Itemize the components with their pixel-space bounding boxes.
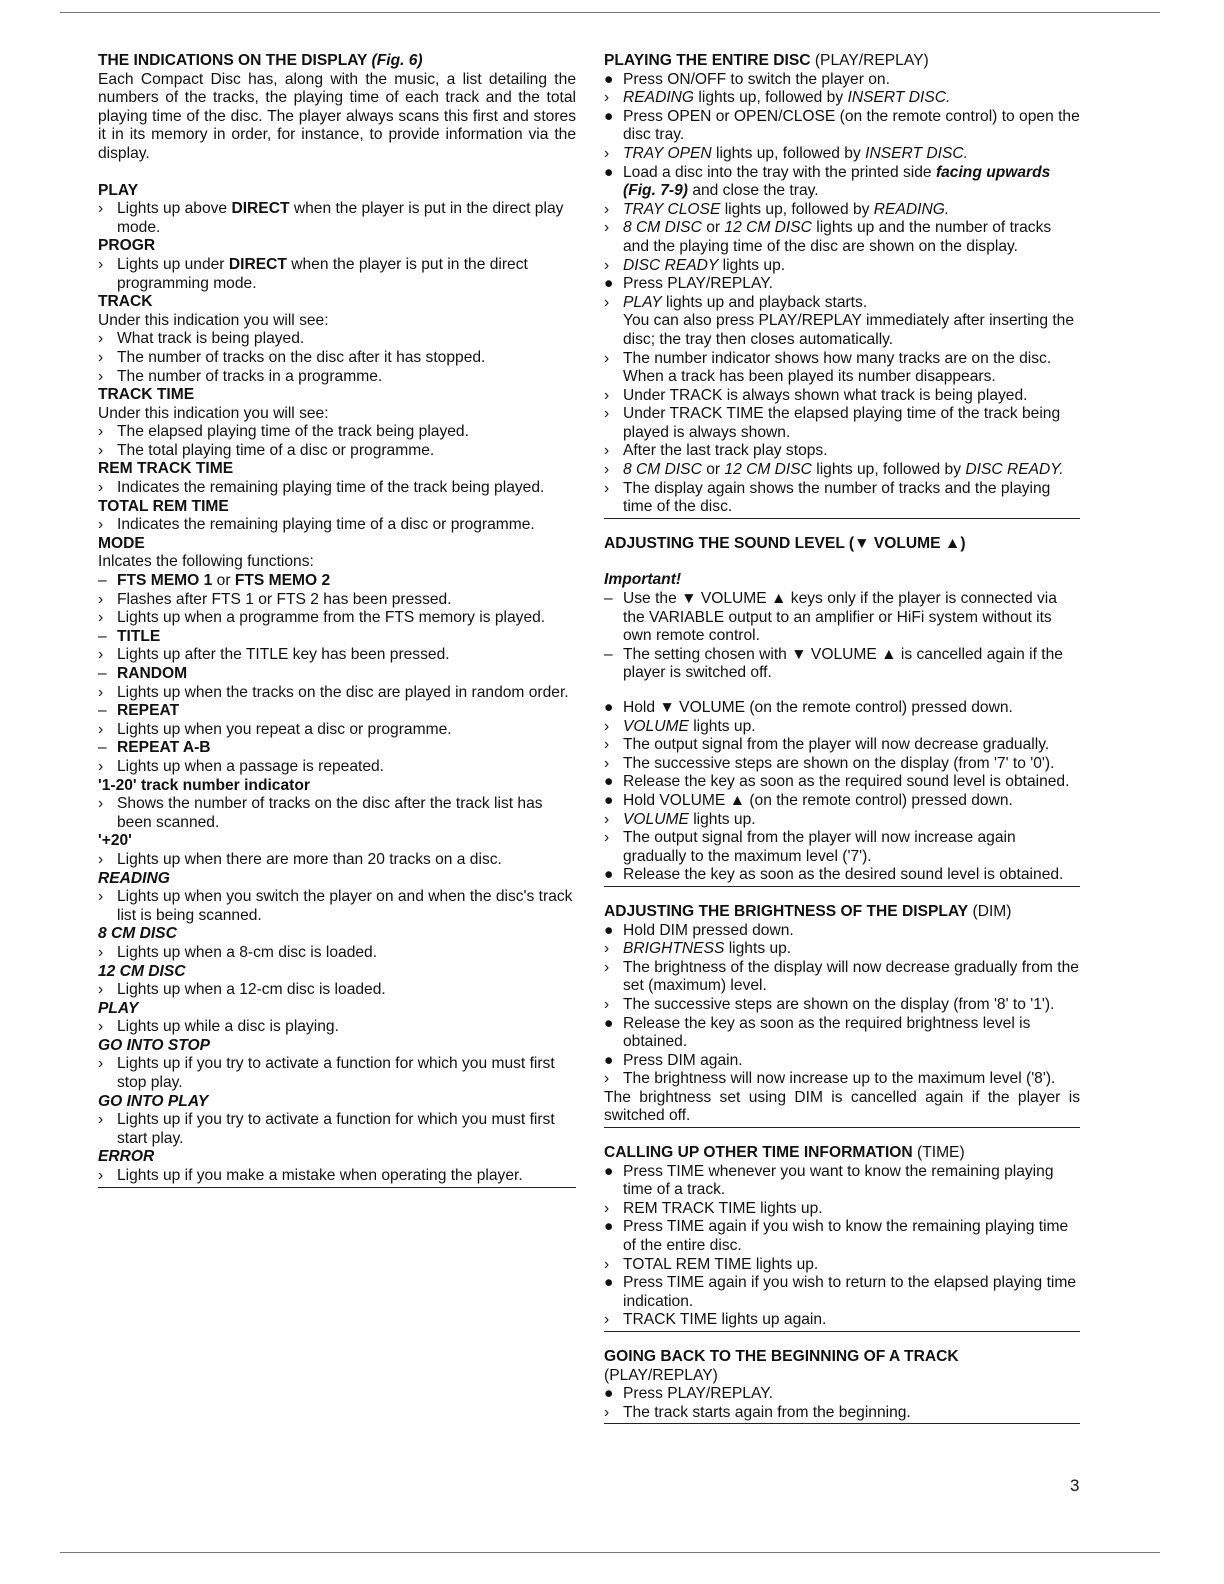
list-item: ● Press ON/OFF to switch the player on.	[604, 70, 890, 88]
list-item: ● Hold DIM pressed down.	[604, 921, 794, 939]
list-item: › The successive steps are shown on the display (from '7' to '0').	[604, 754, 1055, 772]
dim-note: The brightness set using DIM is cancelled again if the player is switched off.	[604, 1088, 1080, 1125]
label-play-italic: PLAY	[98, 999, 139, 1017]
section-sound-level	[604, 535, 1080, 887]
figure-ref: (Fig. 6)	[371, 52, 423, 69]
list-item: › Lights up when the tracks on the disc are played in random order.	[98, 683, 569, 701]
label-reading: READING	[98, 869, 170, 887]
section-time-info	[604, 1144, 1080, 1332]
list-item: › REM TRACK TIME lights up.	[604, 1199, 823, 1217]
label-go-into-play: GO INTO PLAY	[98, 1092, 209, 1110]
list-item: › Lights up if you try to activate a function for which you must first stop play.	[98, 1055, 555, 1092]
label-play: PLAY	[98, 181, 139, 199]
section-back-to-beginning	[604, 1348, 1080, 1424]
list-item: ● Press OPEN or OPEN/CLOSE (on the remote control) to open the disc tray.	[604, 107, 1080, 144]
sub-label-title: – TITLE	[98, 627, 161, 645]
list-item: › TRAY CLOSE lights up, followed by READING.	[604, 200, 950, 218]
list-item: ● Hold ▼ VOLUME (on the remote control) pressed down.	[604, 699, 1013, 716]
list-item: › The total playing time of a disc or programme.	[98, 441, 435, 459]
track-time-intro: Under this indication you will see:	[98, 404, 329, 422]
list-item: › The brightness of the display will now decrease gradually from the set (maximum) level.	[604, 958, 1079, 995]
list-item: › Lights up under DIRECT when the player is put in the direct programming mode.	[98, 255, 528, 292]
list-item: ● Press TIME whenever you want to know the remaining playing time of a track.	[604, 1162, 1054, 1199]
list-item: › TRAY OPEN lights up, followed by INSERT DISC.	[604, 144, 968, 162]
list-item: › Lights up when a passage is repeated.	[98, 757, 385, 775]
list-item: › Lights up after the TITLE key has been pressed.	[98, 646, 450, 664]
list-item: › Lights up while a disc is playing.	[98, 1018, 339, 1036]
sub-label-random: – RANDOM	[98, 665, 188, 682]
list-item: › BRIGHTNESS lights up.	[604, 940, 792, 958]
left-column	[98, 52, 576, 1204]
scan-edge-top	[60, 12, 1160, 13]
list-item: › Lights up if you make a mistake when operating the player.	[98, 1167, 523, 1185]
list-item: › The number indicator shows how many tracks are on the disc. When a track has been played its number disappears.	[604, 349, 1052, 386]
list-item: › PLAY lights up and playback starts.	[604, 293, 868, 311]
list-item: › Lights up when a 8-cm disc is loaded.	[98, 943, 378, 961]
list-item: › The number of tracks on the disc after it has stopped.	[98, 348, 486, 366]
list-item: › TRACK TIME lights up again.	[604, 1311, 827, 1329]
label-go-into-stop: GO INTO STOP	[98, 1036, 211, 1054]
list-item: › Lights up when a 12-cm disc is loaded.	[98, 981, 386, 999]
list-item: ● Hold VOLUME ▲ (on the remote control) pressed down.	[604, 791, 1013, 809]
list-item: › VOLUME lights up.	[604, 717, 756, 735]
list-item: › 8 CM DISC or 12 CM DISC lights up and the number of tracks and the playing time of the disc are shown on the display.	[604, 219, 1052, 255]
label-progr: PROGR	[98, 237, 156, 255]
list-item: › Lights up if you try to activate a function for which you must first start play.	[98, 1111, 555, 1147]
list-item: › Indicates the remaining playing time of a disc or programme.	[98, 516, 535, 534]
label-8cm-disc: 8 CM DISC	[98, 925, 177, 943]
sub-label-repeat: – REPEAT	[98, 702, 180, 720]
sub-label-fts: – FTS MEMO 1 or FTS MEMO 2	[98, 572, 331, 590]
heading-text: THE INDICATIONS ON THE DISPLAY	[98, 52, 368, 69]
list-item: – The setting chosen with ▼ VOLUME ▲ is cancelled again if the player is switched off.	[604, 645, 1063, 682]
list-item: › The number of tracks in a programme.	[98, 367, 383, 385]
mode-intro: Inlcates the following functions:	[98, 553, 314, 571]
list-item: › Lights up when you switch the player on and when the disc's track list is being scanned.	[98, 888, 573, 924]
list-item: ● Press PLAY/REPLAY.	[604, 275, 773, 293]
list-item: › The display again shows the number of tracks and the playing time of the disc.	[604, 479, 1051, 516]
section-playing-entire-disc	[604, 52, 1080, 519]
label-12cm-disc: 12 CM DISC	[98, 962, 186, 980]
label-track: TRACK	[98, 293, 153, 311]
list-item: › READING lights up, followed by INSERT DISC.	[604, 89, 951, 107]
list-item: › Indicates the remaining playing time of the track being played.	[98, 479, 545, 497]
section-heading: ADJUSTING THE SOUND LEVEL (▼ VOLUME ▲)	[604, 534, 966, 552]
section-heading: GOING BACK TO THE BEGINNING OF A TRACK	[604, 1348, 959, 1365]
section-heading: ADJUSTING THE BRIGHTNESS OF THE DISPLAY (DIM)	[604, 902, 1012, 920]
list-item: › After the last track play stops.	[604, 442, 828, 460]
list-item: › The brightness will now increase up to the maximum level ('8').	[604, 1070, 1056, 1088]
section-heading	[98, 52, 576, 71]
sub-label-repeat-ab: – REPEAT A-B	[98, 739, 211, 757]
list-item: › VOLUME lights up.	[604, 810, 756, 828]
section-display-brightness	[604, 903, 1080, 1128]
intro-paragraph: Each Compact Disc has, along with the music, a list detailing the numbers of the tracks, the playing time of each track and the total playing time of the disc. The player always scans this first and stores it in its memory in order, for instance, to provide information via the display.	[98, 70, 576, 162]
list-item: ● Release the key as soon as the required sound level is obtained.	[604, 773, 1070, 791]
list-item: › Under TRACK TIME the elapsed playing time of the track being played is always shown.	[604, 405, 1061, 441]
list-item: › The track starts again from the beginning.	[604, 1403, 911, 1421]
label-plus-20: '+20'	[98, 832, 132, 850]
label-track-number-indicator: '1-20' track number indicator	[98, 776, 310, 794]
list-item: › Lights up when a programme from the FTS memory is played.	[98, 609, 546, 627]
list-item: ● Press PLAY/REPLAY.	[604, 1385, 773, 1403]
list-item: › Shows the number of tracks on the disc after the track list has been scanned.	[98, 795, 543, 831]
list-item: › The elapsed playing time of the track being played.	[98, 423, 469, 441]
important-label: Important!	[604, 571, 682, 589]
list-item: ● Load a disc into the tray with the printed side facing upwards (Fig. 7-9) and close the tray.	[604, 163, 1051, 200]
list-item: ● Press TIME again if you wish to know the remaining playing time of the entire disc.	[604, 1218, 1069, 1255]
list-item: › The output signal from the player will now increase again gradually to the maximum level ('7').	[604, 829, 1016, 865]
list-item: – Use the ▼ VOLUME ▲ keys only if the player is connected via the VARIABLE output to an amplifier or HiFi system without its own remote control.	[604, 590, 1057, 645]
list-item: › Lights up above DIRECT when the player is put in the direct play mode.	[98, 200, 564, 236]
list-item: ● Press DIM again.	[604, 1051, 743, 1069]
right-column	[604, 52, 1080, 1440]
list-item: › Lights up when there are more than 20 tracks on a disc.	[98, 850, 502, 868]
label-track-time: TRACK TIME	[98, 386, 195, 404]
section-display-indications	[98, 52, 576, 1188]
page-number: 3	[1070, 1476, 1080, 1495]
label-mode: MODE	[98, 534, 145, 552]
list-item: ● Release the key as soon as the desired sound level is obtained.	[604, 866, 1064, 884]
track-intro: Under this indication you will see:	[98, 311, 329, 329]
list-item: › Flashes after FTS 1 or FTS 2 has been pressed.	[98, 590, 452, 608]
section-heading: CALLING UP OTHER TIME INFORMATION (TIME)	[604, 1144, 965, 1162]
list-item: › What track is being played.	[98, 330, 305, 348]
list-item: › TOTAL REM TIME lights up.	[604, 1255, 819, 1273]
list-item: › The successive steps are shown on the display (from '8' to '1').	[604, 995, 1055, 1013]
list-item: › 8 CM DISC or 12 CM DISC lights up, followed by DISC READY.	[604, 461, 1064, 479]
list-item: ● Press TIME again if you wish to return to the elapsed playing time indication.	[604, 1274, 1077, 1310]
section-subheading: (PLAY/REPLAY)	[604, 1366, 718, 1384]
label-rem-track-time: REM TRACK TIME	[98, 460, 234, 478]
label-error: ERROR	[98, 1148, 155, 1166]
list-item: › DISC READY lights up.	[604, 256, 786, 274]
list-item: › The output signal from the player will now decrease gradually.	[604, 736, 1050, 754]
section-heading: PLAYING THE ENTIRE DISC (PLAY/REPLAY)	[604, 52, 929, 69]
list-item: › Lights up when you repeat a disc or programme.	[98, 720, 452, 738]
list-item: › Under TRACK is always shown what track is being played.	[604, 386, 1028, 404]
list-note: You can also press PLAY/REPLAY immediately after inserting the disc; the tray then closes automatically.	[623, 312, 1075, 348]
label-total-rem-time: TOTAL REM TIME	[98, 497, 229, 515]
scan-edge-bottom	[60, 1552, 1160, 1553]
list-item: ● Release the key as soon as the required brightness level is obtained.	[604, 1014, 1031, 1051]
